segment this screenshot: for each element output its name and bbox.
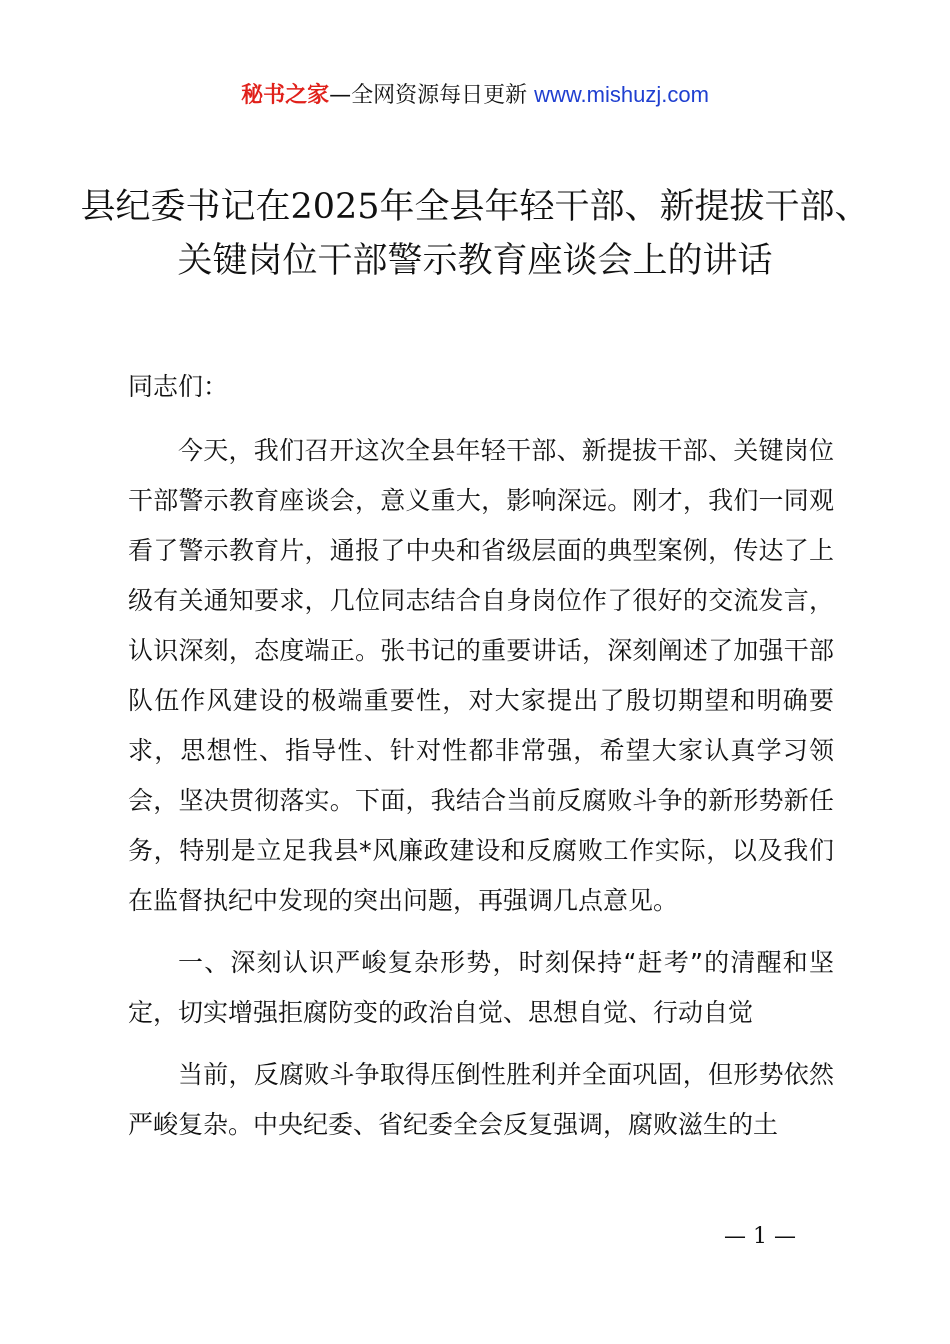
paragraph-intro: 今天，我们召开这次全县年轻干部、新提拔干部、关键岗位干部警示教育座谈会，意义重大，影响深远。刚才，我们一同观看了警示教育片，通报了中央和省级层面的典型案例，传达了上级有关通知要求，几位同志结合自身岗位作了很好的交流发言，认识深刻，态度端正。张书记的重要讲话，深刻阐述了加强干部队伍作风建设的极端重要性，对大家提出了殷切期望和明确要求，思想性、指导性、针对性都非常强，希望大家认真学习领会，坚决贯彻落实。下面，我结合当前反腐败斗争的新形势新任务，特别是立足我县*风廉政建设和反腐败工作实际，以及我们在监督执纪中发现的突出问题，再强调几点意见。 — [128, 436, 834, 915]
document-title: 县纪委书记在2025年全县年轻干部、新提拔干部、关键岗位干部警示教育座谈会上的讲话 — [80, 187, 870, 281]
document-body — [128, 362, 834, 1150]
salutation: 同志们： — [128, 372, 229, 401]
brand-name: 秘书之家 — [241, 83, 330, 108]
page-number: — 1 — — [724, 1224, 796, 1249]
banner-tagline: —全网资源每日更新 — [329, 83, 535, 108]
header-banner — [0, 78, 950, 113]
website-link[interactable]: www.mishuzj.com — [534, 82, 709, 107]
section-heading-1: 一、深刻认识严峻复杂形势，时刻保持“赶考”的清醒和坚定，切实增强拒腐防变的政治自觉、思想自觉、行动自觉 — [128, 948, 834, 1027]
paragraph-section-1: 当前，反腐败斗争取得压倒性胜利并全面巩固，但形势依然严峻复杂。中央纪委、省纪委全会反复强调，腐败滋生的土 — [128, 1060, 834, 1139]
